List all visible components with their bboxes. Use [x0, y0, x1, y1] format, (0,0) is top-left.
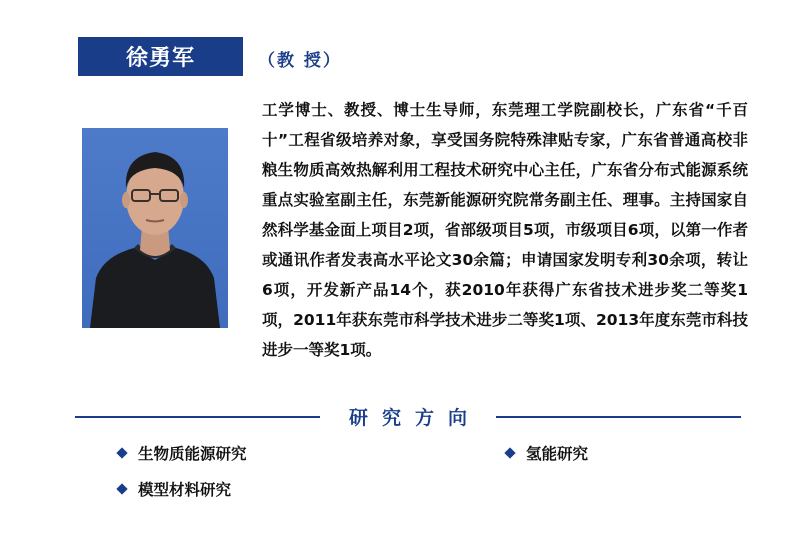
research-section-header [75, 403, 741, 431]
research-item-label: 氢能研究 [526, 445, 589, 463]
research-item-label: 模型材料研究 [138, 481, 232, 499]
name-banner [78, 37, 243, 76]
portrait-illustration [82, 128, 228, 328]
research-item [506, 442, 588, 464]
diamond-bullet-icon [116, 447, 127, 458]
diamond-bullet-icon [116, 483, 127, 494]
diamond-bullet-icon [504, 447, 515, 458]
research-item-label: 生物质能源研究 [138, 445, 247, 463]
person-name: 徐勇军 [125, 46, 195, 71]
academic-title: （教 授） [258, 51, 342, 71]
research-item [118, 442, 247, 464]
biography-text: 工学博士、教授、博士生导师，东莞理工学院副校长，广东省“千百十”工程省级培养对象，享受国务院特殊津贴专家，广东省普通高校非粮生物质高效热解利用工程技术研究中心主任，广东省分布式能源系统重点实验室副主任，东莞新能源研究院常务副主任、理事。主持国家自然科学基金面上项目2项，省部级项目5项，市级项目6项，以第一作者或通讯作者发表高水平论文30余篇；申请国家发明专利30余项，转让6项，开发新产品14个，获2010年获得广东省技术进步奖二等奖1项，2011年获东莞市科学技术进步二等奖1项、2013年度东莞市科技进步一等奖1项。 [262, 101, 748, 359]
portrait-photo [82, 128, 228, 328]
research-item [118, 478, 231, 500]
research-section-title: 研究方向 [348, 407, 481, 429]
divider-right [496, 416, 741, 418]
